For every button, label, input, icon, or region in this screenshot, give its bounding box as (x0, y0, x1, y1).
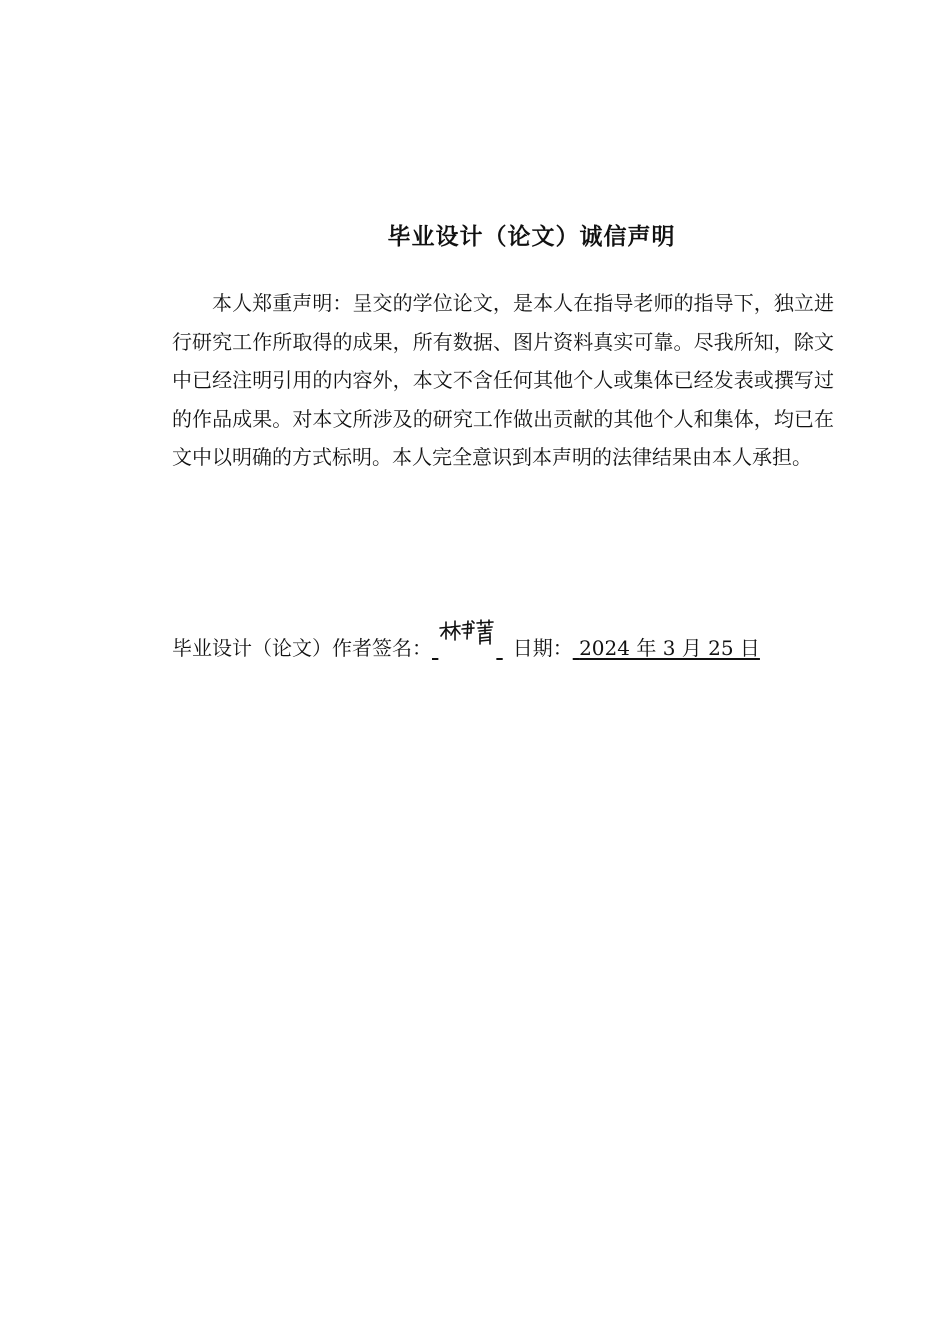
date-label: 日期： (512, 636, 573, 660)
date-field (573, 636, 760, 660)
signature-label: 毕业设计（论文）作者签名： (172, 636, 432, 660)
signature-line (172, 627, 852, 665)
signature-field (432, 636, 503, 660)
declaration-paragraph: 本人郑重声明：呈交的学位论文，是本人在指导老师的指导下，独立进行研究工作所取得的成果，所有数据、图片资料真实可靠。尽我所知，除文中已经注明引用的内容外，本文不含任何其他个人或集体已经发表或撰写过的作品成果。对本文所涉及的研究工作做出贡献的其他个人和集体，均已在文中以明确的方式标明。本人完全意识到本声明的法律结果由本人承担。 (172, 291, 834, 470)
handwritten-signature (438, 619, 496, 649)
declaration-body (172, 284, 834, 477)
signature-graphic (438, 619, 496, 649)
date-value: 2024 年 3 月 25 日 (579, 636, 760, 660)
page-title: 毕业设计（论文）诚信声明 (387, 224, 676, 250)
